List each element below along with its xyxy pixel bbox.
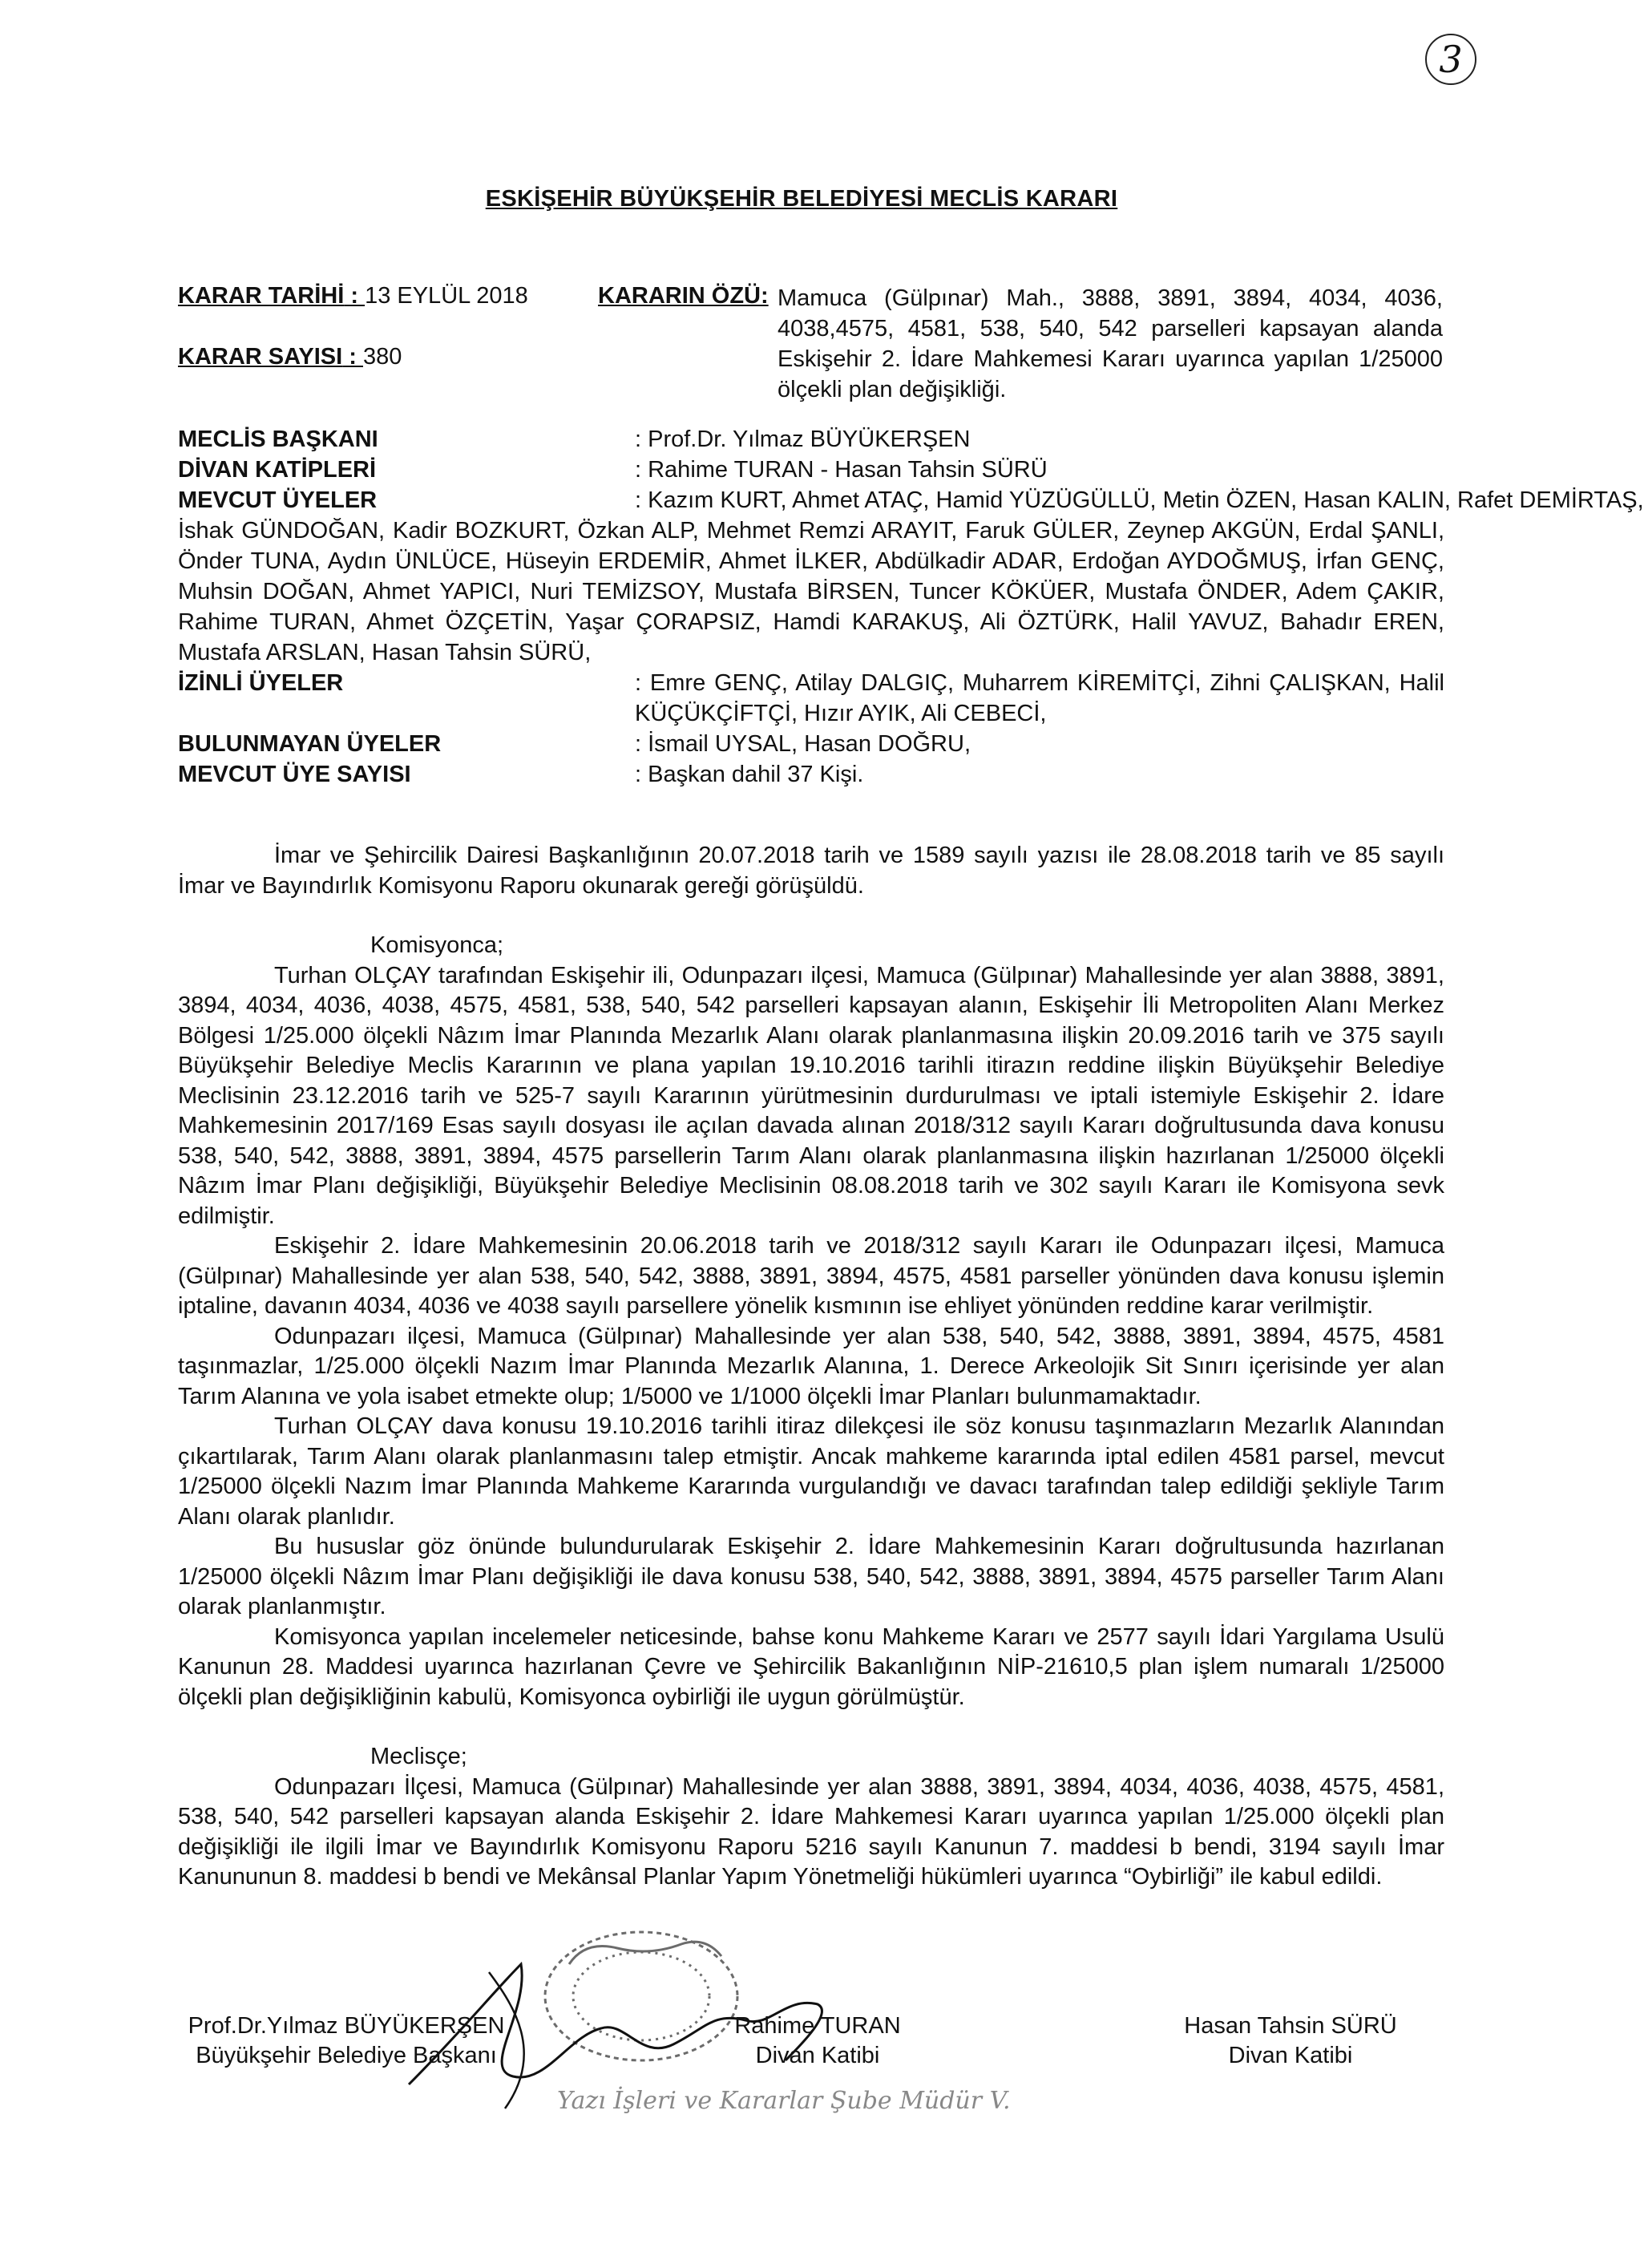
absent-row [178, 729, 1444, 759]
paragraph-5: Bu hususlar göz önünde bulundurularak Eskişehir 2. İdare Mahkemesinin Kararı doğrultusunda hazırlanan 1/25000 ölçekli Nâzım İmar Planı değişikliği ile dava konusu 538, 540, 542, 3888, 3891, 3894, 4575 parseller Tarım Alanı olarak planlanmıştır. [178, 1534, 1444, 1619]
signature-chair [170, 2011, 523, 2071]
decision-summary-label: KARARIN ÖZÜ: [598, 283, 769, 309]
decision-number [178, 344, 402, 370]
paragraph-7: Odunpazarı İlçesi, Mamuca (Gülpınar) Mahallesinde yer alan 3888, 3891, 3894, 4034, 4036, 4038, 4575, 4581, 538, 540, 542 parselleri kapsayan alanda Eskişehir 2. İdare Mahkemesi Kararı uyarınca yapılan 1/25.000 ölçekli plan değişikliği ile ilgili İmar ve Bayındırlık Komisyonu Raporu 5216 sayılı Kanunun 7. maddesi b bendi, 3194 sayılı İmar Kanununun 8. maddesi b bendi ve Mekânsal Planlar Yapım Yönetmeliği hükümleri uyarınca “Oybirliği” ile kabul edildi. [178, 1773, 1444, 1890]
intro-paragraph: İmar ve Şehircilik Dairesi Başkanlığının 20.07.2018 tarih ve 1589 sayılı yazısı ile 28.08.2018 tarih ve 85 sayılı İmar ve Bayındırlık Komisyonu Raporu okunarak gereği görüşüldü. [178, 843, 1444, 899]
commission-label: Komisyonca; [370, 932, 504, 958]
decision-number-sep: : [342, 344, 363, 370]
attendance-block [178, 424, 1644, 790]
present-row [178, 485, 1644, 515]
signature-clerk-2 [1154, 2011, 1427, 2071]
count-row [178, 759, 1444, 790]
signature-clerk-1-role: Divan Katibi [755, 2043, 880, 2068]
chair-value: : Prof.Dr. Yılmaz BÜYÜKERŞEN [635, 427, 971, 452]
signature-clerk-2-role: Divan Katibi [1228, 2043, 1353, 2068]
decision-body [178, 841, 1444, 1893]
signature-clerk-2-name: Hasan Tahsin SÜRÜ [1184, 2013, 1397, 2039]
signature-clerk-1-name: Rahime TURAN [734, 2013, 901, 2039]
seal-text: Yazı İşleri ve Kararlar Şube Müdür V. [557, 2087, 1011, 2115]
paragraph-3: Odunpazarı ilçesi, Mamuca (Gülpınar) Mahallesinde yer alan 538, 540, 542, 3888, 3891, 3894, 4575, 4581 taşınmazlar, 1/25.000 ölçekli Nazım İmar Planında Mezarlık Alanına, 1. Derece Arkeolojik Sit Sınırı içerisinde yer alan Tarım Alanına ve yola isabet etmekte olup; 1/5000 ve 1/1000 ölçekli İmar Planları bulunmamaktadır. [178, 1323, 1444, 1409]
council-label: Meclisçe; [370, 1744, 467, 1769]
clerks-value: : Rahime TURAN - Hasan Tahsin SÜRÜ [635, 457, 1048, 483]
paragraph-6: Komisyonca yapılan incelemeler neticesinde, bahse konu Mahkeme Kararı ve 2577 sayılı İdari Yargılama Usulü Kanunun 28. Maddesi uyarınca hazırlanan Çevre ve Şehircilik Bakanlığının NİP-21610,5 plan işlem numaralı 1/25000 ölçekli plan değişikliğinin kabulü, Komisyonca oybirliği ile uygun görülmüştür. [178, 1623, 1444, 1710]
signature-chair-name: Prof.Dr.Yılmaz BÜYÜKERŞEN [188, 2013, 505, 2039]
chair-label: MECLİS BAŞKANI [178, 427, 378, 452]
signature-clerk-1 [705, 2011, 930, 2071]
decision-number-label: KARAR SAYISI [178, 344, 343, 370]
decision-date-value: 13 EYLÜL 2018 [365, 283, 528, 309]
decision-date [178, 283, 528, 309]
clerks-label: DİVAN KATİPLERİ [178, 457, 377, 483]
absent-value: : İsmail UYSAL, Hasan DOĞRU, [635, 731, 971, 757]
clerks-row [178, 455, 1444, 485]
leave-row [178, 668, 1444, 729]
count-value: : Başkan dahil 37 Kişi. [635, 762, 864, 787]
page-title: ESKİŞEHİR BÜYÜKŞEHİR BELEDİYESİ MECLİS KARARI [485, 186, 1118, 212]
paragraph-1: Turhan OLÇAY tarafından Eskişehir ili, Odunpazarı ilçesi, Mamuca (Gülpınar) Mahallesinde yer alan 3888, 3891, 3894, 4034, 4036, 4038, 4575, 4581, 538, 540, 542 parselleri kapsayan alanın, Eskişehir İli Metropoliten Alanı Merkez Bölgesi 1/25.000 ölçekli Nâzım İmar Planında Mezarlık Alanı olarak planlanmasına ilişkin 20.09.2016 tarih ve 375 sayılı Büyükşehir Belediye Meclis Kararının ve plana yapılan 19.10.2016 tarihli itirazın reddine ilişkin Büyükşehir Belediye Meclisinin 23.12.2016 tarih ve 525-7 sayılı Kararının yürütmesinin durdurulması ve iptali istemiyle Eskişehir 2. İdare Mahkemesinin 2017/169 Esas sayılı dosyası ile açılan davada alınan 2018/312 sayılı Kararı doğrultusunda dava konusu 538, 540, 542, 3888, 3891, 3894, 4575 parsellerin Tarım Alanı olarak planlanmasına ilişkin hazırlanan 1/25000 ölçekli Nâzım İmar Planı değişikliği, Büyükşehir Belediye Meclisinin 08.08.2018 tarih ve 302 sayılı Kararı ile Komisyona sevk edilmiştir. [178, 962, 1444, 1229]
leave-value: : Emre GENÇ, Atilay DALGIÇ, Muharrem KİREMİTÇİ, Zihni ÇALIŞKAN, Halil KÜÇÜKÇİFTÇİ, Hızır AYIK, Ali CEBECİ, [635, 670, 1444, 726]
paragraph-4: Turhan OLÇAY dava konusu 19.10.2016 tarihli itiraz dilekçesi ile söz konusu taşınmazların Mezarlık Alanından çıkartılarak, Tarım Alanı olarak planlanmasını talep etmiştir. Ancak mahkeme kararında iptal edilen 4581 parsel, mevcut 1/25000 ölçekli Nazım İmar Planında Mahkeme Kararında vurgulandığı ve davacı tarafından talep edildiği şekliyle Tarım Alanı olarak planlıdır. [178, 1413, 1444, 1530]
present-label: MEVCUT ÜYELER [178, 487, 378, 513]
present-first-line: : Kazım KURT, Ahmet ATAÇ, Hamid YÜZÜGÜLLÜ, Metin ÖZEN, Hasan KALIN, Rafet DEMİRTAŞ, [635, 487, 1644, 513]
chair-row [178, 424, 1444, 455]
page-number-mark: 3 [1425, 34, 1476, 85]
decision-date-sep: : [344, 283, 366, 309]
decision-number-value: 380 [362, 344, 402, 370]
present-members: İshak GÜNDOĞAN, Kadir BOZKURT, Özkan ALP, Mehmet Remzi ARAYIT, Faruk GÜLER, Zeynep AKGÜN, Erdal ŞANLI, Önder TUNA, Aydın ÜNLÜCE, Hüseyin ERDEMİR, Ahmet İLKER, Abdülkadir ADAR, Erdoğan AYDOĞMUŞ, İrfan GENÇ, Muhsin DOĞAN, Ahmet YAPICI, Nuri TEMİZSOY, Mustafa BİRSEN, Tuncer KÖKÜER, Mustafa ÖNDER, Adem ÇAKIR, Rahime TURAN, Ahmet ÖZÇETİN, Yaşar ÇORAPSIZ, Hamdi KARAKUŞ, Ali ÖZTÜRK, Halil YAVUZ, Bahadır EREN, Mustafa ARSLAN, Hasan Tahsin SÜRÜ, [178, 518, 1444, 665]
leave-label: İZİNLİ ÜYELER [178, 670, 344, 696]
absent-label: BULUNMAYAN ÜYELER [178, 731, 442, 757]
decision-summary-text: Mamuca (Gülpınar) Mah., 3888, 3891, 3894, 4034, 4036, 4038,4575, 4581, 538, 540, 542 parselleri kapsayan alanda Eskişehir 2. İdare Mahkemesi Kararı uyarınca yapılan 1/25000 ölçekli plan değişikliği. [778, 285, 1443, 402]
paragraph-2: Eskişehir 2. İdare Mahkemesinin 20.06.2018 tarih ve 2018/312 sayılı Kararı ile Odunpazarı ilçesi, Mamuca (Gülpınar) Mahallesinde yer alan 538, 540, 542, 3888, 3891, 3894, 4575, 4581 parseller yönünden dava konusu işlemin iptaline, davanın 4034, 4036 ve 4038 sayılı parsellere yönelik kısmının ise ehliyet yönünden reddine karar verilmiştir. [178, 1233, 1444, 1319]
count-label: MEVCUT ÜYE SAYISI [178, 762, 411, 787]
decision-date-label: KARAR TARİHİ [178, 283, 345, 309]
signature-chair-role: Büyükşehir Belediye Başkanı [196, 2043, 497, 2068]
